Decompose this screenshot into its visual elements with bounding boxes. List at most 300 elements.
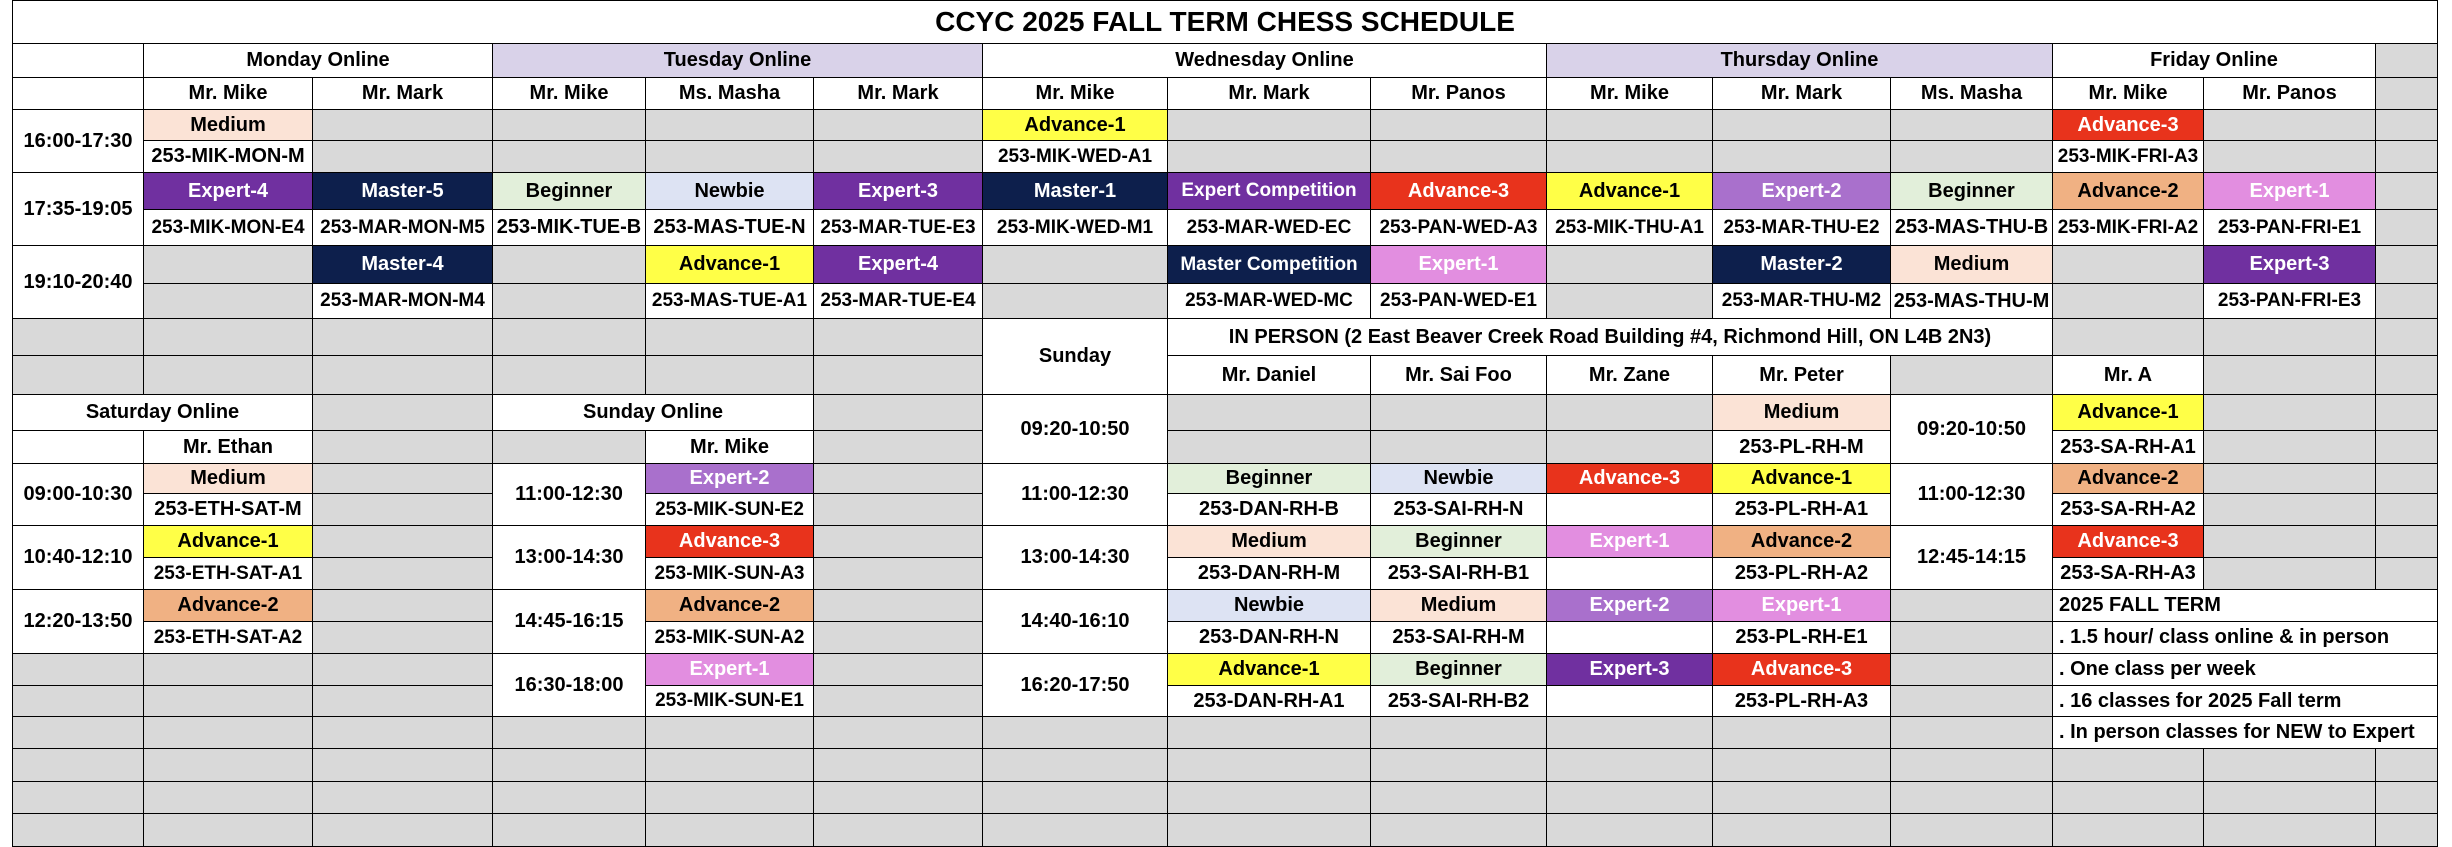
class-level: Expert-3 xyxy=(2203,245,2376,284)
empty-cell xyxy=(492,748,646,782)
empty-cell xyxy=(1167,394,1371,431)
empty-cell xyxy=(645,813,814,847)
empty-cell xyxy=(312,589,493,622)
teacher-header: Mr. Mark xyxy=(813,77,983,110)
day-header-saturday: Saturday Online xyxy=(12,394,313,431)
empty-cell xyxy=(312,463,493,494)
class-code: 253-DAN-RH-N xyxy=(1167,621,1371,654)
empty-cell xyxy=(982,813,1168,847)
empty-cell xyxy=(312,355,493,395)
empty-cell xyxy=(12,781,144,814)
teacher-header: Mr. Panos xyxy=(2203,77,2376,110)
class-code: 253-PL-RH-A3 xyxy=(1712,685,1891,717)
time-slot: 19:10-20:40 xyxy=(12,245,144,319)
empty-cell xyxy=(645,748,814,782)
empty-cell xyxy=(1546,685,1713,717)
class-level: Master-4 xyxy=(312,245,493,284)
empty-cell xyxy=(1546,430,1713,464)
empty-cell xyxy=(2052,781,2204,814)
class-level: Expert-2 xyxy=(1712,172,1891,210)
empty-cell xyxy=(1546,140,1713,173)
empty-cell xyxy=(645,109,814,141)
empty-cell xyxy=(982,283,1168,319)
empty-cell xyxy=(2052,318,2204,356)
empty-cell xyxy=(2375,463,2438,494)
empty-cell xyxy=(813,463,983,494)
term-note: . In person classes for NEW to Expert xyxy=(2052,716,2438,749)
empty-cell xyxy=(312,557,493,590)
empty-cell xyxy=(1167,813,1371,847)
empty-cell xyxy=(2375,781,2438,814)
class-code: 253-MAR-MON-M5 xyxy=(312,209,493,246)
time-slot: 09:00-10:30 xyxy=(12,463,144,526)
class-level: Expert-1 xyxy=(2203,172,2376,210)
empty-cell xyxy=(1712,140,1891,173)
class-code: 253-SAI-RH-B2 xyxy=(1370,685,1547,717)
empty-cell xyxy=(645,781,814,814)
class-code: 253-MAR-THU-M2 xyxy=(1712,283,1891,319)
empty-cell xyxy=(813,355,983,395)
teacher-header: Mr. Mike xyxy=(982,77,1168,110)
empty-cell xyxy=(492,716,646,749)
empty-cell xyxy=(2375,557,2438,590)
teacher-header: Mr. Mike xyxy=(1546,77,1713,110)
empty-cell xyxy=(2203,463,2376,494)
empty-cell xyxy=(2203,394,2376,431)
empty-cell xyxy=(12,716,144,749)
class-level: Advance-3 xyxy=(645,525,814,558)
class-level: Advance-2 xyxy=(2052,463,2204,494)
class-level: Master-2 xyxy=(1712,245,1891,284)
empty-cell xyxy=(2375,209,2438,246)
class-level: Newbie xyxy=(645,172,814,210)
teacher-header: Ms. Masha xyxy=(645,77,814,110)
empty-cell xyxy=(2375,77,2438,110)
corner-cell xyxy=(12,77,144,110)
empty-cell xyxy=(813,557,983,590)
empty-cell xyxy=(1167,140,1371,173)
day-header-wednesday: Wednesday Online xyxy=(982,43,1547,78)
teacher-header: Mr. Mark xyxy=(1167,77,1371,110)
empty-cell xyxy=(1167,748,1371,782)
class-level: Master-5 xyxy=(312,172,493,210)
empty-cell xyxy=(12,318,144,356)
empty-cell xyxy=(1167,781,1371,814)
empty-cell xyxy=(1167,716,1371,749)
class-code: 253-SA-RH-A3 xyxy=(2052,557,2204,590)
empty-cell xyxy=(813,748,983,782)
empty-cell xyxy=(312,685,493,717)
class-code: 253-MIK-SUN-E1 xyxy=(645,685,814,717)
empty-cell xyxy=(312,653,493,686)
empty-cell xyxy=(2203,557,2376,590)
empty-cell xyxy=(2375,109,2438,141)
class-level: Advance-3 xyxy=(2052,525,2204,558)
class-level: Expert-2 xyxy=(1546,589,1713,622)
class-code: 253-MAR-MON-M4 xyxy=(312,283,493,319)
teacher-header: Mr. Mike xyxy=(645,430,814,464)
day-header-friday: Friday Online xyxy=(2052,43,2376,78)
class-level: Advance-1 xyxy=(645,245,814,284)
empty-cell xyxy=(312,748,493,782)
time-slot: 11:00-12:30 xyxy=(982,463,1168,526)
empty-cell xyxy=(12,355,144,395)
empty-cell xyxy=(2375,355,2438,395)
class-level: Expert-1 xyxy=(1546,525,1713,558)
class-code: 253-MAR-THU-E2 xyxy=(1712,209,1891,246)
empty-cell xyxy=(1712,748,1891,782)
empty-cell xyxy=(2203,493,2376,526)
empty-cell xyxy=(813,781,983,814)
empty-cell xyxy=(2052,283,2204,319)
class-level: Medium xyxy=(1167,525,1371,558)
class-code: 253-MIK-WED-A1 xyxy=(982,140,1168,173)
class-level: Newbie xyxy=(1370,463,1547,494)
class-code: 253-PAN-FRI-E3 xyxy=(2203,283,2376,319)
empty-cell xyxy=(1546,283,1713,319)
empty-cell xyxy=(1890,813,2053,847)
day-header-thursday: Thursday Online xyxy=(1546,43,2053,78)
class-level: Advance-1 xyxy=(1712,463,1891,494)
class-code: 253-PAN-WED-A3 xyxy=(1370,209,1547,246)
class-code: 253-ETH-SAT-A2 xyxy=(143,621,313,654)
empty-cell xyxy=(143,318,313,356)
empty-cell xyxy=(813,716,983,749)
class-code: 253-PL-RH-M xyxy=(1712,430,1891,464)
empty-cell xyxy=(492,813,646,847)
empty-cell xyxy=(2375,493,2438,526)
class-level: Advance-1 xyxy=(2052,394,2204,431)
empty-cell xyxy=(982,748,1168,782)
class-level: Medium xyxy=(1890,245,2053,284)
empty-cell xyxy=(1890,589,2053,622)
empty-cell xyxy=(312,109,493,141)
empty-cell xyxy=(2375,430,2438,464)
empty-cell xyxy=(813,525,983,558)
class-level: Medium xyxy=(143,463,313,494)
class-level: Beginner xyxy=(1370,653,1547,686)
empty-cell xyxy=(1712,813,1891,847)
term-note: . One class per week xyxy=(2052,653,2438,686)
empty-cell xyxy=(1890,653,2053,686)
empty-cell xyxy=(492,109,646,141)
empty-cell xyxy=(1167,109,1371,141)
class-level: Advance-3 xyxy=(1712,653,1891,686)
term-note: 2025 FALL TERM xyxy=(2052,589,2438,622)
empty-cell xyxy=(2375,318,2438,356)
class-code: 253-MAS-THU-M xyxy=(1890,283,2053,319)
class-code: 253-DAN-RH-A1 xyxy=(1167,685,1371,717)
empty-cell xyxy=(2203,748,2376,782)
empty-cell xyxy=(1546,493,1713,526)
class-level: Beginner xyxy=(492,172,646,210)
class-level: Expert-3 xyxy=(813,172,983,210)
empty-cell xyxy=(1546,394,1713,431)
empty-cell xyxy=(2203,430,2376,464)
class-code: 253-MIK-THU-A1 xyxy=(1546,209,1713,246)
time-slot: 12:45-14:15 xyxy=(1890,525,2053,590)
empty-cell xyxy=(2203,781,2376,814)
empty-cell xyxy=(492,140,646,173)
empty-cell xyxy=(2052,245,2204,284)
empty-cell xyxy=(1546,781,1713,814)
class-code: 253-MIK-MON-M xyxy=(143,140,313,173)
empty-cell xyxy=(645,140,814,173)
empty-cell xyxy=(1890,781,2053,814)
class-level: Advance-3 xyxy=(2052,109,2204,141)
class-code: 253-MIK-FRI-A3 xyxy=(2052,140,2204,173)
teacher-header: Mr. Zane xyxy=(1546,355,1713,395)
teacher-header: Mr. Mike xyxy=(2052,77,2204,110)
empty-cell xyxy=(1370,140,1547,173)
empty-cell xyxy=(1890,355,2053,395)
empty-cell xyxy=(1370,716,1547,749)
empty-cell xyxy=(2375,172,2438,210)
class-level: Expert-3 xyxy=(1546,653,1713,686)
empty-cell xyxy=(143,781,313,814)
empty-cell xyxy=(2375,813,2438,847)
empty-cell xyxy=(1370,748,1547,782)
empty-cell xyxy=(312,781,493,814)
time-slot: 10:40-12:10 xyxy=(12,525,144,590)
class-code: 253-ETH-SAT-A1 xyxy=(143,557,313,590)
empty-cell xyxy=(2052,813,2204,847)
class-code: 253-MAS-TUE-A1 xyxy=(645,283,814,319)
class-code: 253-MAS-THU-B xyxy=(1890,209,2053,246)
class-code: 253-MIK-SUN-A2 xyxy=(645,621,814,654)
time-slot: 16:30-18:00 xyxy=(492,653,646,717)
term-note: . 16 classes for 2025 Fall term xyxy=(2052,685,2438,717)
class-level: Master-1 xyxy=(982,172,1168,210)
empty-cell xyxy=(1546,109,1713,141)
class-code: 253-MAR-TUE-E3 xyxy=(813,209,983,246)
day-header-monday: Monday Online xyxy=(143,43,493,78)
class-code: 253-MAR-WED-EC xyxy=(1167,209,1371,246)
class-code: 253-SA-RH-A2 xyxy=(2052,493,2204,526)
empty-cell xyxy=(2052,748,2204,782)
time-slot: 14:45-16:15 xyxy=(492,589,646,654)
class-level: Expert-4 xyxy=(813,245,983,284)
empty-cell xyxy=(813,685,983,717)
empty-cell xyxy=(1546,716,1713,749)
empty-cell xyxy=(813,318,983,356)
teacher-header: Mr. Mike xyxy=(143,77,313,110)
empty-cell xyxy=(813,621,983,654)
empty-cell xyxy=(2203,318,2376,356)
teacher-header: Mr. Sai Foo xyxy=(1370,355,1547,395)
empty-cell xyxy=(312,525,493,558)
empty-cell xyxy=(143,245,313,284)
empty-cell xyxy=(12,685,144,717)
empty-cell xyxy=(12,813,144,847)
empty-cell xyxy=(12,653,144,686)
empty-cell xyxy=(813,813,983,847)
class-level: Advance-1 xyxy=(982,109,1168,141)
class-level: Beginner xyxy=(1370,525,1547,558)
class-code: 253-SAI-RH-M xyxy=(1370,621,1547,654)
class-level: Advance-3 xyxy=(1370,172,1547,210)
empty-cell xyxy=(2375,283,2438,319)
class-level: Advance-2 xyxy=(2052,172,2204,210)
class-code: 253-DAN-RH-B xyxy=(1167,493,1371,526)
empty-cell xyxy=(2203,813,2376,847)
time-slot: 09:20-10:50 xyxy=(1890,394,2053,464)
teacher-header: Mr. Daniel xyxy=(1167,355,1371,395)
class-code: 253-PL-RH-A2 xyxy=(1712,557,1891,590)
teacher-header: Mr. Mark xyxy=(312,77,493,110)
class-code: 253-PL-RH-A1 xyxy=(1712,493,1891,526)
empty-cell xyxy=(813,589,983,622)
empty-cell xyxy=(312,493,493,526)
empty-cell xyxy=(492,245,646,284)
empty-cell xyxy=(12,430,144,464)
time-slot: 11:00-12:30 xyxy=(1890,463,2053,526)
empty-cell xyxy=(2375,140,2438,173)
class-level: Expert-1 xyxy=(1370,245,1547,284)
class-code: 253-SAI-RH-B1 xyxy=(1370,557,1547,590)
empty-cell xyxy=(813,653,983,686)
time-slot: 13:00-14:30 xyxy=(492,525,646,590)
empty-cell xyxy=(1890,109,2053,141)
teacher-header: Mr. Peter xyxy=(1712,355,1891,395)
empty-cell xyxy=(1546,813,1713,847)
empty-cell xyxy=(1712,109,1891,141)
empty-cell xyxy=(1370,109,1547,141)
empty-cell xyxy=(1890,716,2053,749)
empty-cell xyxy=(143,748,313,782)
empty-cell xyxy=(2375,525,2438,558)
empty-cell xyxy=(813,394,983,431)
term-note: . 1.5 hour/ class online & in person xyxy=(2052,621,2438,654)
empty-cell xyxy=(645,355,814,395)
empty-cell xyxy=(1546,621,1713,654)
empty-cell xyxy=(2203,109,2376,141)
empty-cell xyxy=(1370,781,1547,814)
class-code: 253-ETH-SAT-M xyxy=(143,493,313,526)
day-header-sunday-online: Sunday Online xyxy=(492,394,814,431)
empty-cell xyxy=(813,493,983,526)
class-level: Expert-4 xyxy=(143,172,313,210)
class-level: Expert-1 xyxy=(1712,589,1891,622)
class-code: 253-PAN-WED-E1 xyxy=(1370,283,1547,319)
class-level: Beginner xyxy=(1167,463,1371,494)
empty-cell xyxy=(492,318,646,356)
empty-cell xyxy=(143,653,313,686)
empty-cell xyxy=(2375,245,2438,284)
empty-cell xyxy=(2203,525,2376,558)
in-person-header: IN PERSON (2 East Beaver Creek Road Building #4, Richmond Hill, ON L4B 2N3) xyxy=(1167,318,2053,356)
class-level: Newbie xyxy=(1167,589,1371,622)
class-code: 253-MIK-FRI-A2 xyxy=(2052,209,2204,246)
empty-cell xyxy=(312,394,493,431)
corner-cell xyxy=(12,43,144,78)
empty-cell xyxy=(1712,781,1891,814)
empty-cell xyxy=(982,781,1168,814)
empty-cell xyxy=(1167,430,1371,464)
time-slot: 16:20-17:50 xyxy=(982,653,1168,717)
empty-cell xyxy=(312,716,493,749)
empty-cell xyxy=(312,813,493,847)
time-slot: 17:35-19:05 xyxy=(12,172,144,246)
page-title: CCYC 2025 FALL TERM CHESS SCHEDULE xyxy=(12,0,2438,44)
empty-cell xyxy=(2203,355,2376,395)
time-slot: 12:20-13:50 xyxy=(12,589,144,654)
empty-cell xyxy=(2375,748,2438,782)
class-level: Expert-1 xyxy=(645,653,814,686)
empty-cell xyxy=(1890,685,2053,717)
empty-cell xyxy=(645,716,814,749)
empty-cell xyxy=(813,109,983,141)
time-slot: 14:40-16:10 xyxy=(982,589,1168,654)
empty-cell xyxy=(1890,621,2053,654)
empty-cell xyxy=(1546,245,1713,284)
empty-cell xyxy=(982,245,1168,284)
teacher-header: Mr. Mark xyxy=(1712,77,1891,110)
teacher-header: Mr. A xyxy=(2052,355,2204,395)
class-code: 253-PAN-FRI-E1 xyxy=(2203,209,2376,246)
day-header-sunday: Sunday xyxy=(982,318,1168,395)
class-code: 253-MIK-MON-E4 xyxy=(143,209,313,246)
teacher-header: Mr. Ethan xyxy=(143,430,313,464)
class-level: Beginner xyxy=(1890,172,2053,210)
teacher-header: Mr. Mike xyxy=(492,77,646,110)
empty-cell xyxy=(12,748,144,782)
empty-cell xyxy=(312,140,493,173)
empty-cell xyxy=(1370,813,1547,847)
class-code: 253-SA-RH-A1 xyxy=(2052,430,2204,464)
empty-cell xyxy=(312,621,493,654)
day-header-tuesday: Tuesday Online xyxy=(492,43,983,78)
empty-cell xyxy=(1712,716,1891,749)
class-code: 253-MIK-TUE-B xyxy=(492,209,646,246)
class-code: 253-DAN-RH-M xyxy=(1167,557,1371,590)
class-code: 253-MAS-TUE-N xyxy=(645,209,814,246)
empty-cell xyxy=(2203,140,2376,173)
class-level: Medium xyxy=(1712,394,1891,431)
class-level: Medium xyxy=(1370,589,1547,622)
empty-cell xyxy=(645,318,814,356)
class-level: Advance-2 xyxy=(143,589,313,622)
time-slot: 09:20-10:50 xyxy=(982,394,1168,464)
empty-cell xyxy=(492,355,646,395)
empty-cell xyxy=(982,716,1168,749)
class-level: Advance-2 xyxy=(1712,525,1891,558)
class-level: Expert Competition xyxy=(1167,172,1371,210)
class-code: 253-PL-RH-E1 xyxy=(1712,621,1891,654)
class-level: Medium xyxy=(143,109,313,141)
class-level: Advance-2 xyxy=(645,589,814,622)
class-level: Advance-1 xyxy=(143,525,313,558)
class-code: 253-MAR-TUE-E4 xyxy=(813,283,983,319)
class-level: Advance-1 xyxy=(1167,653,1371,686)
empty-cell xyxy=(143,716,313,749)
empty-cell xyxy=(143,355,313,395)
empty-cell xyxy=(143,685,313,717)
class-code: 253-MIK-WED-M1 xyxy=(982,209,1168,246)
class-level: Expert-2 xyxy=(645,463,814,494)
teacher-header: Mr. Panos xyxy=(1370,77,1547,110)
empty-cell xyxy=(1370,430,1547,464)
empty-cell xyxy=(813,430,983,464)
empty-cell xyxy=(312,430,493,464)
empty-cell xyxy=(492,283,646,319)
empty-cell xyxy=(492,430,646,464)
class-level: Master Competition xyxy=(1167,245,1371,284)
empty-cell xyxy=(1546,748,1713,782)
empty-cell xyxy=(492,781,646,814)
class-code: 253-MIK-SUN-A3 xyxy=(645,557,814,590)
empty-cell xyxy=(1546,557,1713,590)
